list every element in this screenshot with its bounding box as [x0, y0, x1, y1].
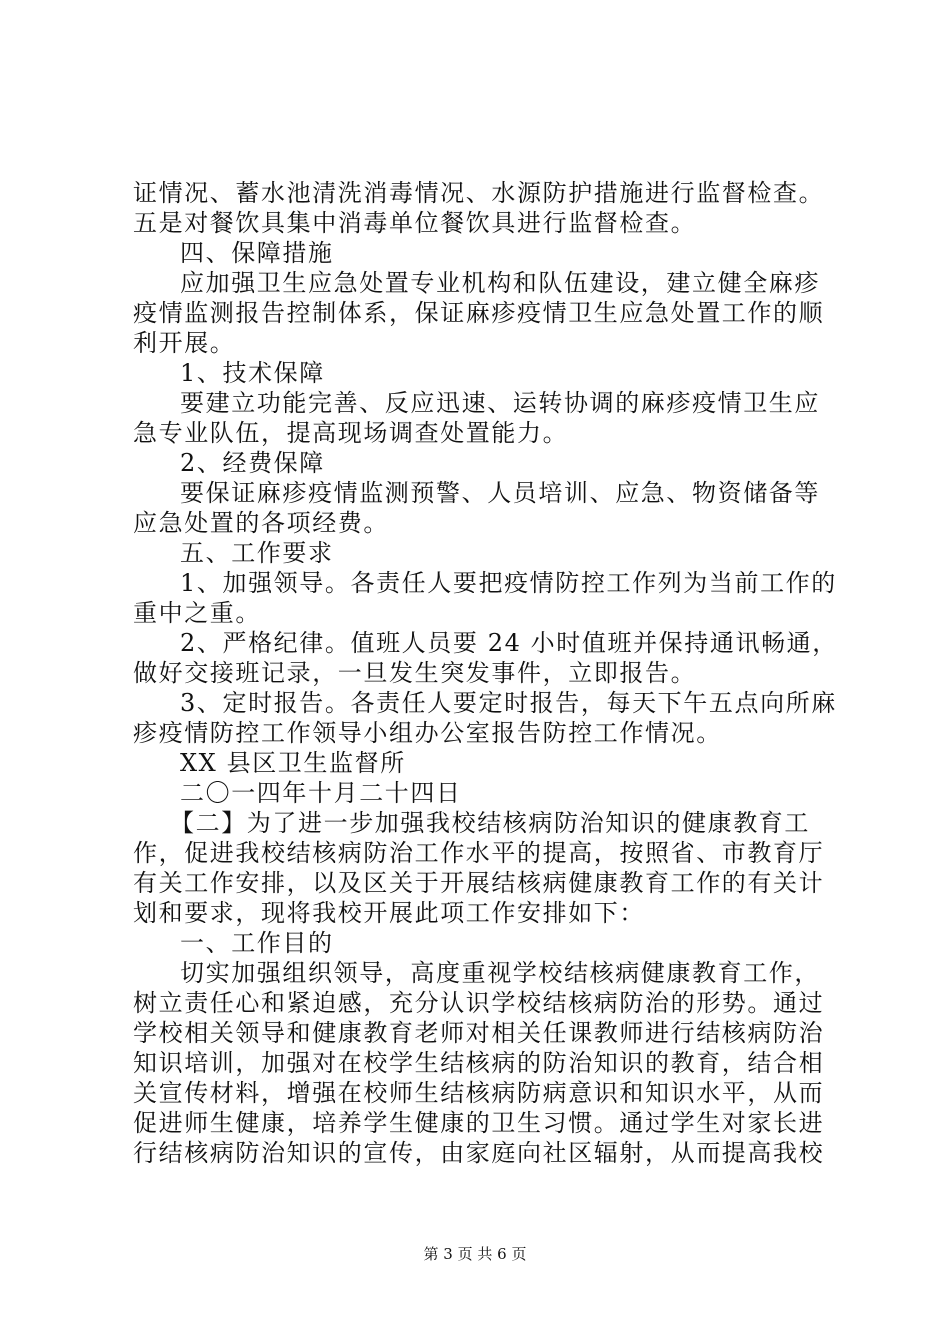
- text-line: 利开展。: [133, 329, 236, 357]
- text-line: 应急处置的各项经费。: [133, 509, 389, 537]
- text-line: 要保证麻疹疫情监测预警、人员培训、应急、物资储备等: [180, 479, 820, 507]
- text-line: 促进师生健康，培养学生健康的卫生习惯。通过学生对家长进: [133, 1109, 825, 1137]
- text-line: 应加强卫生应急处置专业机构和队伍建设，建立健全麻疹: [180, 269, 820, 297]
- text-line: 作，促进我校结核病防治工作水平的提高，按照省、市教育厅: [133, 839, 825, 867]
- text-line: 切实加强组织领导，高度重视学校结核病健康教育工作，: [180, 959, 820, 987]
- text-line: 树立责任心和紧迫感，充分认识学校结核病防治的形势。通过: [133, 989, 825, 1017]
- text-line: 有关工作安排，以及区关于开展结核病健康教育工作的有关计: [133, 869, 825, 897]
- text-line: 划和要求，现将我校开展此项工作安排如下：: [133, 899, 645, 927]
- text-line: 知识培训，加强对在校学生结核病的防治知识的教育，结合相: [133, 1049, 825, 1077]
- text-line: 要建立功能完善、反应迅速、运转协调的麻疹疫情卫生应: [180, 389, 820, 417]
- text-line: 证情况、蓄水池清洗消毒情况、水源防护措施进行监督检查。: [133, 179, 825, 207]
- section-heading: 一、工作目的: [180, 929, 334, 957]
- text-line: 学校相关领导和健康教育老师对相关任课教师进行结核病防治: [133, 1019, 825, 1047]
- text-line: 【二】为了进一步加强我校结核病防治知识的健康教育工: [170, 809, 810, 837]
- section-heading: 五、工作要求: [180, 539, 334, 567]
- text-line: 做好交接班记录，一旦发生突发事件，立即报告。: [133, 659, 697, 687]
- signature-org: XX 县区卫生监督所: [180, 749, 406, 777]
- section-heading: 四、保障措施: [180, 239, 334, 267]
- text-line: 行结核病防治知识的宣传，由家庭向社区辐射，从而提高我校: [133, 1139, 825, 1167]
- text-line: 3、定时报告。各责任人要定时报告，每天下午五点向所麻: [180, 689, 837, 717]
- text-line: 疫情监测报告控制体系，保证麻疹疫情卫生应急处置工作的顺: [133, 299, 825, 327]
- text-line: 疹疫情防控工作领导小组办公室报告防控工作情况。: [133, 719, 722, 747]
- subsection-heading: 1、技术保障: [180, 359, 325, 387]
- text-line: 重中之重。: [133, 599, 261, 627]
- text-line: 五是对餐饮具集中消毒单位餐饮具进行监督检查。: [133, 209, 697, 237]
- signature-date: 二〇一四年十月二十四日: [180, 779, 462, 807]
- text-line: 2、严格纪律。值班人员要 24 小时值班并保持通讯畅通，: [180, 629, 838, 657]
- text-line: 急专业队伍，提高现场调查处置能力。: [133, 419, 569, 447]
- page-footer: 第 3 页 共 6 页: [423, 1245, 527, 1263]
- text-line: 关宣传材料，增强在校师生结核病防病意识和知识水平，从而: [133, 1079, 825, 1107]
- text-line: 1、加强领导。各责任人要把疫情防控工作列为当前工作的: [180, 569, 837, 597]
- subsection-heading: 2、经费保障: [180, 449, 325, 477]
